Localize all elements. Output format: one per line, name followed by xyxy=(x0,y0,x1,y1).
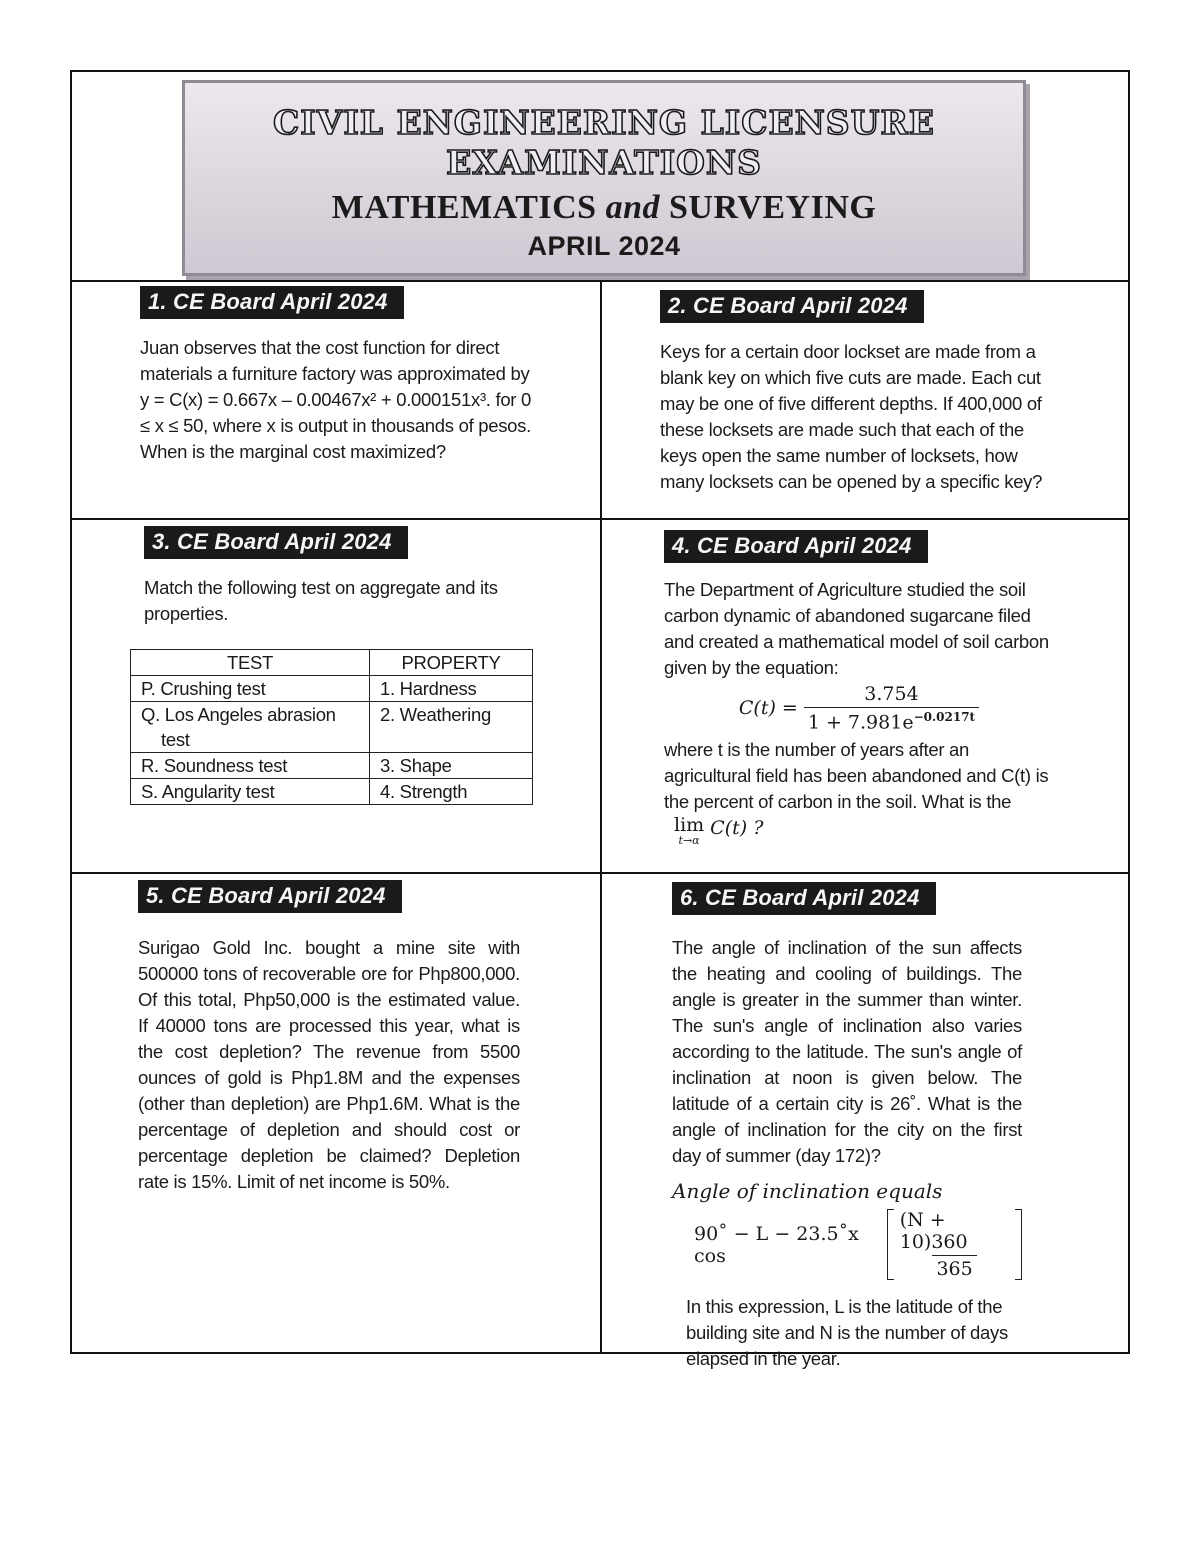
table-row xyxy=(131,702,533,753)
problem-2-tag: 2. CE Board April 2024 xyxy=(660,290,924,323)
equation-lhs: C(t) = xyxy=(738,697,798,720)
table-header-property: PROPERTY xyxy=(370,650,533,676)
formula-fraction xyxy=(896,1209,1014,1280)
table-row xyxy=(131,779,533,805)
table-cell-test: R. Soundness test xyxy=(131,753,370,779)
aggregate-test-table xyxy=(130,649,533,805)
limit-expression xyxy=(674,814,1054,849)
table-header-test: TEST xyxy=(131,650,370,676)
table-row xyxy=(131,676,533,702)
table-cell-test-line2: test xyxy=(161,729,190,750)
problem-4-after: where t is the number of years after an agricultural field has been abandoned and C(t) is the percent of carbon in the soil. What is the xyxy=(664,739,1049,813)
problem-4-tag: 4. CE Board April 2024 xyxy=(664,530,928,563)
formula-numerator: (N + 10)360 xyxy=(899,1209,968,1253)
table-cell-test-line1: Q. Los Angeles abrasion xyxy=(141,704,336,725)
banner-subject xyxy=(185,189,1023,227)
problem-3-tag: 3. CE Board April 2024 xyxy=(144,526,408,559)
problem-4-intro: The Department of Agriculture studied the soil carbon dynamic of abandoned sugarcane filed and created a mathematical model of soil carbon given by the equation: xyxy=(664,579,1049,678)
formula-denominator: 365 xyxy=(932,1255,976,1280)
table-cell-property: 1. Hardness xyxy=(370,676,533,702)
problem-6 xyxy=(672,882,1022,1372)
equation-denominator-base: 1 + 7.981e xyxy=(807,711,914,734)
table-cell-test: S. Angularity test xyxy=(131,779,370,805)
problem-5-text: Surigao Gold Inc. bought a mine site with 500000 tons of recoverable ore for Php800,000. Of this total, Php50,000 is the estimated value. If 40000 tons are processed this year, what is the cost depletion? The revenue from 5500 ounces of gold is Php1.8M and the expenses (other than depletion) are Php1.6M. What is the percentage of depletion and should cost or percentage depletion be claimed? Depletion rate is 15%. Limit of net income is 50%. xyxy=(138,937,520,1192)
problem-4 xyxy=(664,530,1054,849)
problem-1-tag: 1. CE Board April 2024 xyxy=(140,286,404,319)
problem-5 xyxy=(138,880,520,1195)
carbon-equation xyxy=(664,683,1054,733)
problem-2-text: Keys for a certain door lockset are made from a blank key on which five cuts are made. Each cut may be one of five different depths. If 400,000 of these locksets are made such that each of the keys open the same number of locksets, how many locksets can be opened by a specific key? xyxy=(660,341,1043,492)
equation-denominator xyxy=(804,707,979,733)
problem-2 xyxy=(660,290,1050,495)
subject-mathematics: MATHEMATICS xyxy=(331,189,597,226)
formula-lhs: 90˚ − L − 23.5˚x cos xyxy=(694,1222,859,1267)
exam-sheet xyxy=(70,70,1130,1369)
problem-3 xyxy=(141,526,564,805)
table-header-row xyxy=(131,650,533,676)
formula-left-bracket xyxy=(887,1209,894,1280)
table-cell-test: P. Crushing test xyxy=(131,676,370,702)
limit-operator xyxy=(674,814,705,849)
table-cell-test xyxy=(131,702,370,753)
problem-5-tag: 5. CE Board April 2024 xyxy=(138,880,402,913)
table-cell-property: 3. Shape xyxy=(370,753,533,779)
subject-surveying: SURVEYING xyxy=(669,189,877,226)
formula-bracket xyxy=(887,1209,1022,1280)
inclination-formula xyxy=(694,1209,1022,1280)
problem-6-tag: 6. CE Board April 2024 xyxy=(672,882,936,915)
problem-3-text: Match the following test on aggregate and its properties. xyxy=(144,577,498,624)
grid-line-center xyxy=(600,280,602,1354)
problem-6-text: The angle of inclination of the sun affects the heating and cooling of buildings. The angle is greater in the summer than winter. The sun's angle of inclination also varies according to the latitude. The sun's angle of inclination at noon is given below. The latitude of a certain city is 26˚. What is the angle of inclination for the city on the first day of summer (day 172)? xyxy=(672,937,1022,1166)
limit-word: lim xyxy=(674,814,705,837)
equation-exponent: −0.0217t xyxy=(913,710,976,724)
subject-and: and xyxy=(605,189,660,226)
limit-subscript: t→α xyxy=(678,834,700,848)
problem-1 xyxy=(140,286,540,465)
equation-fraction xyxy=(804,683,979,733)
equation-numerator: 3.754 xyxy=(864,683,919,705)
table-row xyxy=(131,753,533,779)
banner-date: APRIL 2024 xyxy=(527,231,681,261)
table-cell-property: 2. Weathering xyxy=(370,702,533,753)
problem-1-text: Juan observes that the cost function for direct materials a furniture factory was approximated by y = C(x) = 0.667x – 0.00467x² + 0.000151x³. for 0 ≤ x ≤ 50, where x is output in thousands of pesos. When is the marginal cost maximized? xyxy=(140,337,531,462)
header-banner xyxy=(182,80,1026,276)
inclination-formula-label: Angle of inclination equals xyxy=(672,1179,943,1203)
banner-title-line2: EXAMINATIONS xyxy=(446,143,762,182)
limit-function: C(t) ? xyxy=(710,817,764,840)
formula-right-bracket xyxy=(1015,1209,1022,1280)
banner-title-line1: CIVIL ENGINEERING LICENSURE xyxy=(273,103,935,142)
problem-6-note: In this expression, L is the latitude of the building site and N is the number of days elapsed in the year. xyxy=(686,1296,1008,1369)
table-cell-property: 4. Strength xyxy=(370,779,533,805)
